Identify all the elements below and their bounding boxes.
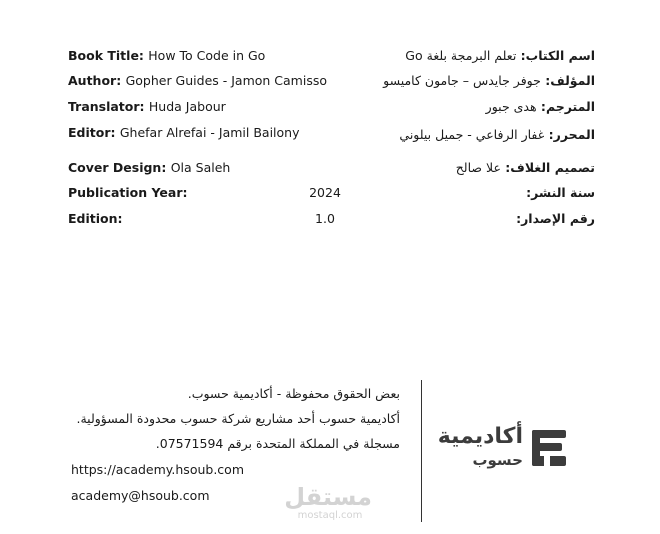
translator-label-ar: المترجم: [545, 99, 595, 114]
cover-design-label: Cover Design: [68, 160, 162, 175]
logo-line2: حسوب: [472, 451, 523, 469]
hsoub-academy-logo-icon: [528, 428, 568, 468]
book-title-ar: اسم الكتاب: تعلم البرمجة بلغة Go: [405, 48, 595, 63]
editor-ar: المحرر: غفار الرفاعي - جميل بيلوني: [399, 127, 595, 142]
editor-en: Editor: Ghefar Alrefai - Jamil Bailony: [68, 125, 300, 140]
author-value: Gopher Guides - Jamon Camisso: [125, 73, 328, 88]
translator-en: Translator: Huda Jabour: [68, 99, 226, 114]
translator-value-ar: هدى جبور: [485, 99, 537, 114]
cover-design-en: Cover Design: Ola Saleh: [68, 160, 231, 175]
author-value-ar: جوفر جايدس – جامون كاميسو: [383, 73, 541, 88]
mostaql-watermark: [284, 483, 372, 524]
publication-year-value: 2024: [309, 185, 341, 200]
cover-design-ar: تصميم الغلاف: علا صالح: [455, 160, 595, 175]
registered-text: مسجلة في المملكة المتحدة برقم 07571594.: [155, 436, 400, 451]
website-link[interactable]: https://academy.hsoub.com: [71, 462, 244, 477]
cover-design-label-ar: تصميم الغلاف: [510, 160, 595, 175]
cover-design-value: Ola Saleh: [170, 160, 231, 175]
footer-divider: [421, 380, 422, 522]
book-title-label-ar: اسم الكتاب: [525, 48, 595, 63]
author-ar: المؤلف: جوفر جايدس – جامون كاميسو: [383, 73, 595, 88]
publication-year-label-ar: سنة النشر:: [526, 185, 595, 200]
author-label: Author: [68, 73, 117, 88]
editor-value: Ghefar Alrefai - Jamil Bailony: [119, 125, 300, 140]
book-title-value-ar: تعلم البرمجة بلغة Go: [405, 48, 517, 63]
author-label-ar: المؤلف: [550, 73, 595, 88]
rights-text: بعض الحقوق محفوظة - أكاديمية حسوب.: [187, 386, 400, 401]
author-en: Author: Gopher Guides - Jamon Camisso: [68, 73, 328, 88]
cover-design-value-ar: علا صالح: [455, 160, 501, 175]
publication-year-label: Publication Year:: [68, 185, 188, 200]
edition-label: Edition:: [68, 211, 123, 226]
logo-line1: أكاديمية: [437, 424, 523, 449]
watermark-arabic: مستقل: [284, 483, 372, 511]
editor-value-ar: غفار الرفاعي - جميل بيلوني: [399, 127, 545, 142]
email-link[interactable]: academy@hsoub.com: [71, 488, 210, 503]
book-title-en: Book Title: How To Code in Go: [68, 48, 266, 63]
hsoub-academy-logo: [438, 424, 573, 474]
editor-label: Editor: [68, 125, 111, 140]
watermark-latin: mostaql.com: [297, 510, 363, 521]
translator-value: Huda Jabour: [148, 99, 226, 114]
edition-value: 1.0: [315, 211, 335, 226]
book-title-label: Book Title: [68, 48, 139, 63]
book-title-value: How To Code in Go: [148, 48, 266, 63]
translator-label: Translator: [68, 99, 140, 114]
project-text: أكاديمية حسوب أحد مشاريع شركة حسوب محدودة المسؤولية.: [76, 411, 400, 426]
edition-label-ar: رقم الإصدار:: [516, 211, 595, 226]
translator-ar: المترجم: هدى جبور: [485, 99, 595, 114]
editor-label-ar: المحرر: [553, 127, 595, 142]
